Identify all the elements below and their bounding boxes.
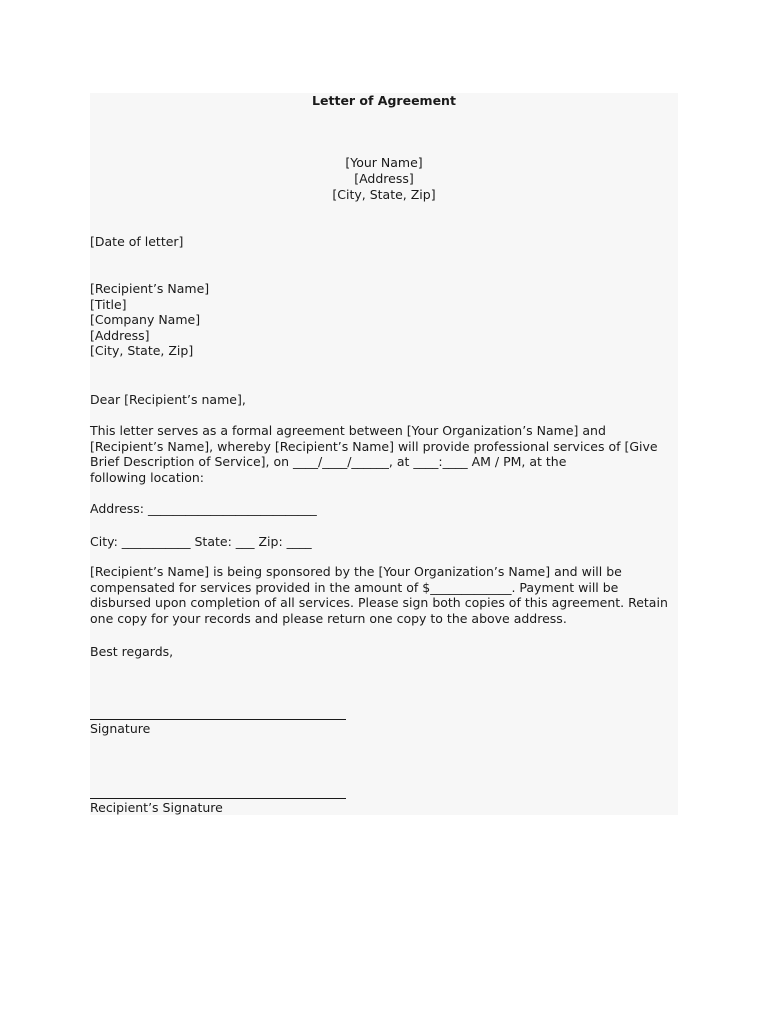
sender-city-state-zip: [City, State, Zip] bbox=[332, 187, 436, 202]
sender-block bbox=[90, 155, 678, 203]
signature-label: Signature bbox=[90, 721, 151, 736]
paragraph-line: one copy for your records and please return one copy to the above address. bbox=[90, 610, 567, 626]
recipient-signature-label: Recipient’s Signature bbox=[90, 800, 223, 815]
recipient-title: [Title] bbox=[90, 296, 127, 312]
paragraph-line: following location: bbox=[90, 469, 204, 485]
letter-date: [Date of letter] bbox=[90, 234, 184, 249]
recipient-company: [Company Name] bbox=[90, 312, 201, 328]
closing: Best regards, bbox=[90, 644, 174, 659]
body-paragraph-2 bbox=[90, 564, 678, 626]
paragraph-line: disbursed upon completion of all services. Please sign both copies of this agreement. Retain bbox=[90, 595, 668, 611]
paragraph-line: compensated for services provided in the amount of $_____________. Payment will be bbox=[90, 579, 619, 595]
paragraph-line: This letter serves as a formal agreement between [Your Organization’s Name] and bbox=[90, 423, 606, 438]
recipient-signature-line bbox=[90, 798, 346, 799]
sender-address: [Address] bbox=[354, 171, 414, 186]
city-state-zip-field-line: City: ___________ State: ___ Zip: ____ bbox=[90, 534, 312, 549]
paragraph-line: [Recipient’s Name] is being sponsored by the [Your Organization’s Name] and will be bbox=[90, 564, 622, 579]
paragraph-line: [Recipient’s Name], whereby [Recipient’s Name] will provide professional services of [Give bbox=[90, 438, 658, 454]
salutation: Dear [Recipient’s name], bbox=[90, 392, 246, 407]
sender-name: [Your Name] bbox=[345, 155, 423, 170]
recipient-name: [Recipient’s Name] bbox=[90, 281, 210, 296]
document-page bbox=[90, 93, 678, 815]
recipient-address: [Address] bbox=[90, 327, 150, 343]
address-field-line: Address: ___________________________ bbox=[90, 501, 317, 516]
signature-line bbox=[90, 719, 346, 720]
recipient-block bbox=[90, 281, 678, 359]
recipient-city-state-zip: [City, State, Zip] bbox=[90, 343, 194, 359]
paragraph-line: Brief Description of Service], on ____/____/______, at ____:____ AM / PM, at the bbox=[90, 454, 567, 470]
body-paragraph-1 bbox=[90, 423, 678, 485]
document-title: Letter of Agreement bbox=[312, 93, 456, 108]
